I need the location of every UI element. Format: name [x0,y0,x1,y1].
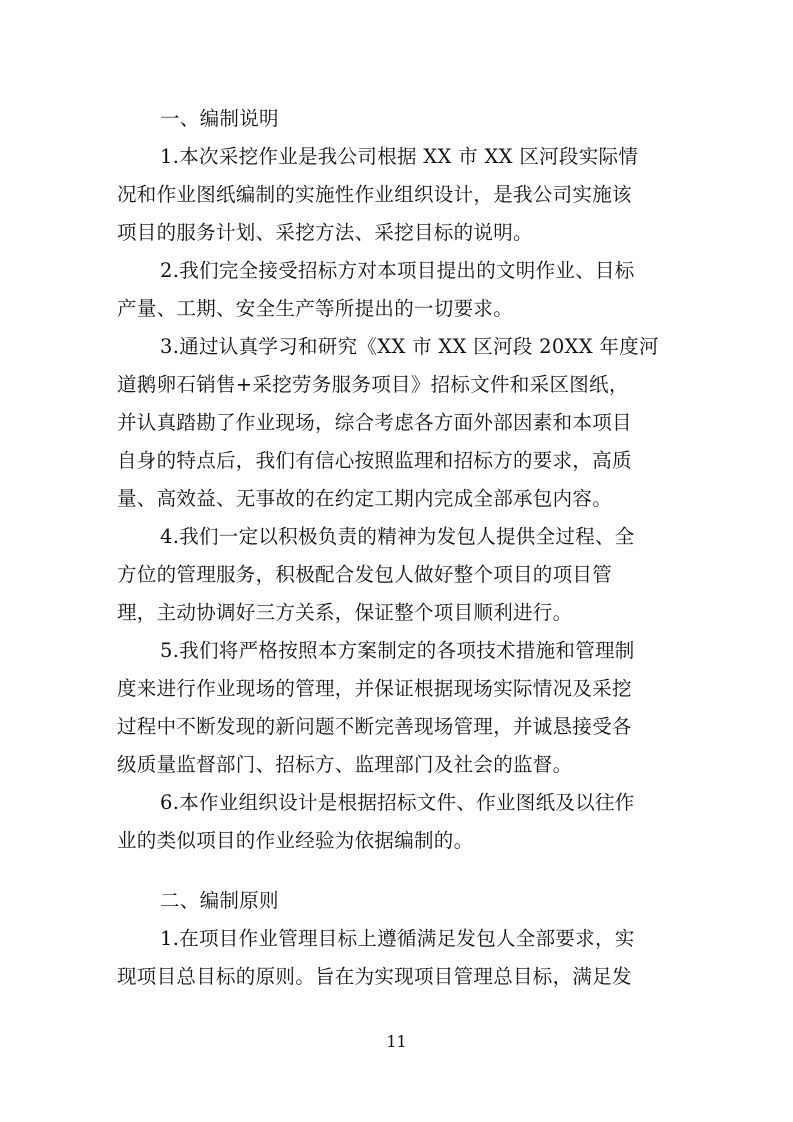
paragraph-line: 项目的服务计划、采挖方法、采挖目标的说明。 [117,221,533,244]
paragraph-line: 4.我们一定以积极负责的精神为发包人提供全过程、全 [160,525,635,548]
paragraph-line: 方位的管理服务，积极配合发包人做好整个项目的项目管 [117,563,613,586]
paragraph-line: 现项目总目标的原则。旨在为实现项目管理总目标，满足发 [117,965,632,988]
paragraph-line: 并认真踏勘了作业现场，综合考虑各方面外部因素和本项目 [117,411,632,434]
section-heading-1: 一、编制说明 [160,107,279,130]
paragraph-line: 理，主动协调好三方关系，保证整个项目顺利进行。 [117,601,573,624]
paragraph-line: 级质量监督部门、招标方、监理部门及社会的监督。 [117,753,573,776]
paragraph-line: 6.本作业组织设计是根据招标文件、作业图纸及以往作 [160,791,635,814]
paragraph-line: 业的类似项目的作业经验为依据编制的。 [117,829,474,852]
paragraph-line: 量、高效益、无事故的在约定工期内完成全部承包内容。 [117,487,613,510]
paragraph-line: 5.我们将严格按照本方案制定的各项技术措施和管理制 [160,639,635,662]
paragraph-line: 产量、工期、安全生产等所提出的一切要求。 [117,297,514,320]
paragraph-line: 2.我们完全接受招标方对本项目提出的文明作业、目标 [160,259,635,282]
paragraph-line: 3.通过认真学习和研究《XX 市 XX 区河段 20XX 年度河 [160,335,659,358]
paragraph-line: 道鹅卵石销售+采挖劳务服务项目》招标文件和采区图纸， [117,373,629,396]
paragraph-line: 1.在项目作业管理目标上遵循满足发包人全部要求，实 [160,927,635,950]
paragraph-line: 1.本次采挖作业是我公司根据 XX 市 XX 区河段实际情 [160,145,639,168]
section-heading-2: 二、编制原则 [160,889,279,912]
paragraph-line: 况和作业图纸编制的实施性作业组织设计，是我公司实施该 [117,183,632,206]
paragraph-line: 度来进行作业现场的管理，并保证根据现场实际情况及采挖 [117,677,632,700]
page-number: 11 [386,1032,407,1051]
paragraph-line: 过程中不断发现的新问题不断完善现场管理，并诚恳接受各 [117,715,632,738]
paragraph-line: 自身的特点后，我们有信心按照监理和招标方的要求，高质 [117,449,632,472]
